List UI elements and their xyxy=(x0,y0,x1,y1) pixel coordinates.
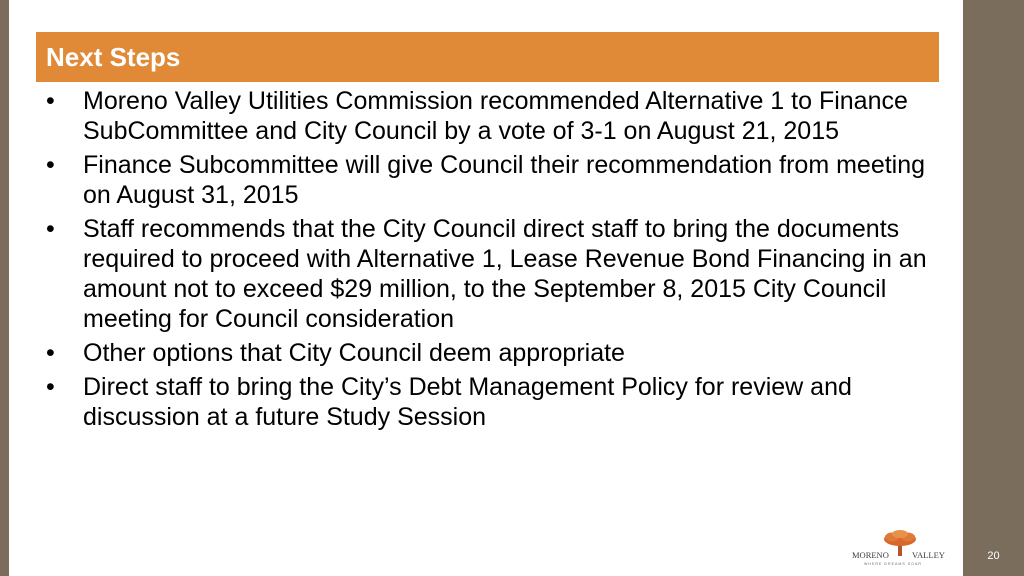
bullet-text: Staff recommends that the City Council direct staff to bring the documents required to proceed with Alternative 1, Lease Revenue Bond Financing in an amount not to exceed $29 million, to the September 8, 2015 City Council meeting for Council consideration xyxy=(83,215,927,333)
bullet-marker: • xyxy=(46,339,55,367)
bullet-text: Direct staff to bring the City’s Debt Management Policy for review and discussion at a future Study Session xyxy=(83,373,852,431)
moreno-valley-logo xyxy=(850,528,950,568)
title-bar xyxy=(36,32,939,82)
bullet-item xyxy=(44,338,944,368)
bullet-item xyxy=(44,214,944,334)
bullet-marker: • xyxy=(46,151,55,179)
bullet-text: Other options that City Council deem appropriate xyxy=(83,339,625,367)
bullet-text: Moreno Valley Utilities Commission recommended Alternative 1 to Finance SubCommittee and City Council by a vote of 3-1 on August 21, 2015 xyxy=(83,87,908,145)
right-side-panel xyxy=(963,0,1024,576)
bullet-marker: • xyxy=(46,87,55,115)
logo-left-word: MORENO xyxy=(852,550,889,560)
bullet-list xyxy=(44,86,944,436)
bullet-marker: • xyxy=(46,373,55,401)
bullet-text: Finance Subcommittee will give Council their recommendation from meeting on August 31, 2015 xyxy=(83,151,926,209)
bullet-item xyxy=(44,86,944,146)
logo-right-word: VALLEY xyxy=(912,550,945,560)
logo-tagline: WHERE DREAMS SOAR xyxy=(864,562,922,566)
bullet-item xyxy=(44,372,944,432)
left-border xyxy=(0,0,9,576)
slide-title: Next Steps xyxy=(46,42,181,72)
bullet-item xyxy=(44,150,944,210)
page-number: 20 xyxy=(987,550,1000,562)
bullet-marker: • xyxy=(46,215,55,243)
